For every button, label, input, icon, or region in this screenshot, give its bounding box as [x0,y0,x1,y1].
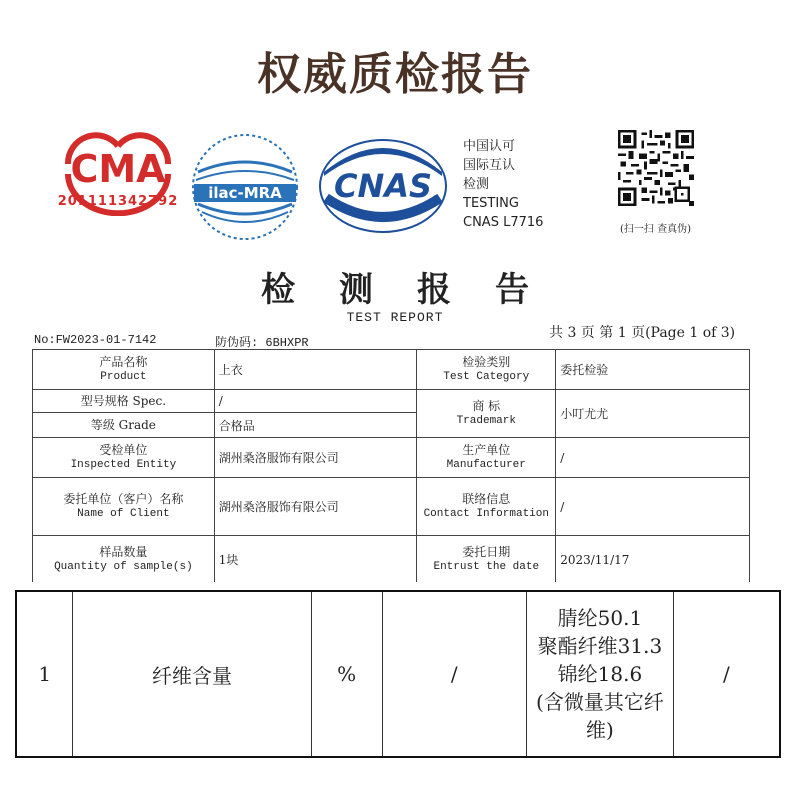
manufacturer-label [417,438,556,478]
contact-value: / [556,478,750,536]
result-item: 纤维含量 [73,591,311,757]
spec-label: 型号规格 Spec. [33,390,215,413]
composition-line: 腈纶50.1 [557,606,643,630]
banner-title: 权威质检报告 [257,49,533,100]
info-row [33,390,750,413]
inspected-value: 湖州桑洛服饰有限公司 [214,438,417,478]
composition-line: 聚酯纤维31.3 [537,634,663,658]
result-judgement: / [673,591,780,757]
result-unit: % [311,591,382,757]
ilac-logo-text: ilac-MRA [208,184,282,202]
report-title: 检测报告 [261,270,573,310]
info-row [33,350,750,390]
inspected-label-cn: 受检单位 [99,442,148,457]
info-row [33,438,750,478]
report-number: No:FW2023-01-7142 [34,333,157,347]
date-value: 2023/11/17 [556,536,750,584]
anti-fake-code: 防伪码: 6BHXPR [215,336,309,350]
category-value: 委托检验 [556,350,750,390]
grade-label: 等级 Grade [33,413,215,438]
contact-label [417,478,556,536]
result-index: 1 [16,591,73,757]
result-requirement: / [382,591,527,757]
composition-line: 锦纶18.6 [557,662,643,686]
quantity-value: 1块 [214,536,417,584]
result-table [15,590,781,758]
cert-line: 检测 [463,177,490,192]
trademark-label [417,390,556,438]
cert-line: 中国认可 [463,139,516,154]
client-value: 湖州桑洛服饰有限公司 [214,478,417,536]
composition-line: (含微量其它纤维) [536,690,664,742]
product-value: 上衣 [214,350,417,390]
cert-line: TESTING [463,196,519,211]
quantity-label [33,536,215,584]
trademark-label-en: Trademark [456,414,516,427]
grade-value: 合格品 [214,413,417,438]
cnas-cert-text [463,137,543,232]
date-label [417,536,556,584]
result-composition [527,591,674,757]
info-table [32,349,750,584]
table-cut-gap [16,582,782,590]
cma-logo-text: CMA [70,147,166,191]
ilac-mra-logo [190,132,300,242]
client-label [33,478,215,536]
client-label-en: Name of Client [77,507,170,520]
quantity-label-en: Quantity of sample(s) [54,560,193,573]
page-info: 共 3 页 第 1 页(Page 1 of 3) [549,325,736,341]
cnas-logo-text: CNAS [333,167,433,205]
manufacturer-value: / [556,438,750,478]
cert-line: CNAS L7716 [463,215,544,230]
inspected-label-en: Inspected Entity [70,458,177,471]
date-label-en: Entrust the date [433,560,540,573]
trademark-value: 小叮尤尤 [556,390,750,438]
category-label-cn: 检验类别 [462,354,511,369]
cnas-logo [316,136,450,236]
info-row [33,478,750,536]
manufacturer-label-en: Manufacturer [446,458,526,471]
report-subtitle: TEST REPORT [346,310,444,325]
contact-label-cn: 联络信息 [462,491,511,506]
result-row [16,591,780,757]
trademark-label-cn: 商 标 [472,398,501,413]
qr-caption: (扫一扫 查真伪) [620,224,691,235]
product-label-en: Product [100,370,147,383]
spec-value: / [214,390,417,413]
inspected-label [33,438,215,478]
cma-code: 201111342792 [57,194,179,209]
cert-line: 国际互认 [463,158,516,173]
qr-code[interactable] [618,130,694,206]
category-label [417,350,556,390]
contact-label-en: Contact Information [423,507,549,520]
quantity-label-cn: 样品数量 [99,544,148,559]
product-label [33,350,215,390]
client-label-cn: 委托单位（客户）名称 [63,491,184,506]
category-label-en: Test Category [443,370,530,383]
product-label-cn: 产品名称 [99,354,148,369]
date-label-cn: 委托日期 [462,544,511,559]
manufacturer-label-cn: 生产单位 [462,442,511,457]
info-row [33,536,750,584]
